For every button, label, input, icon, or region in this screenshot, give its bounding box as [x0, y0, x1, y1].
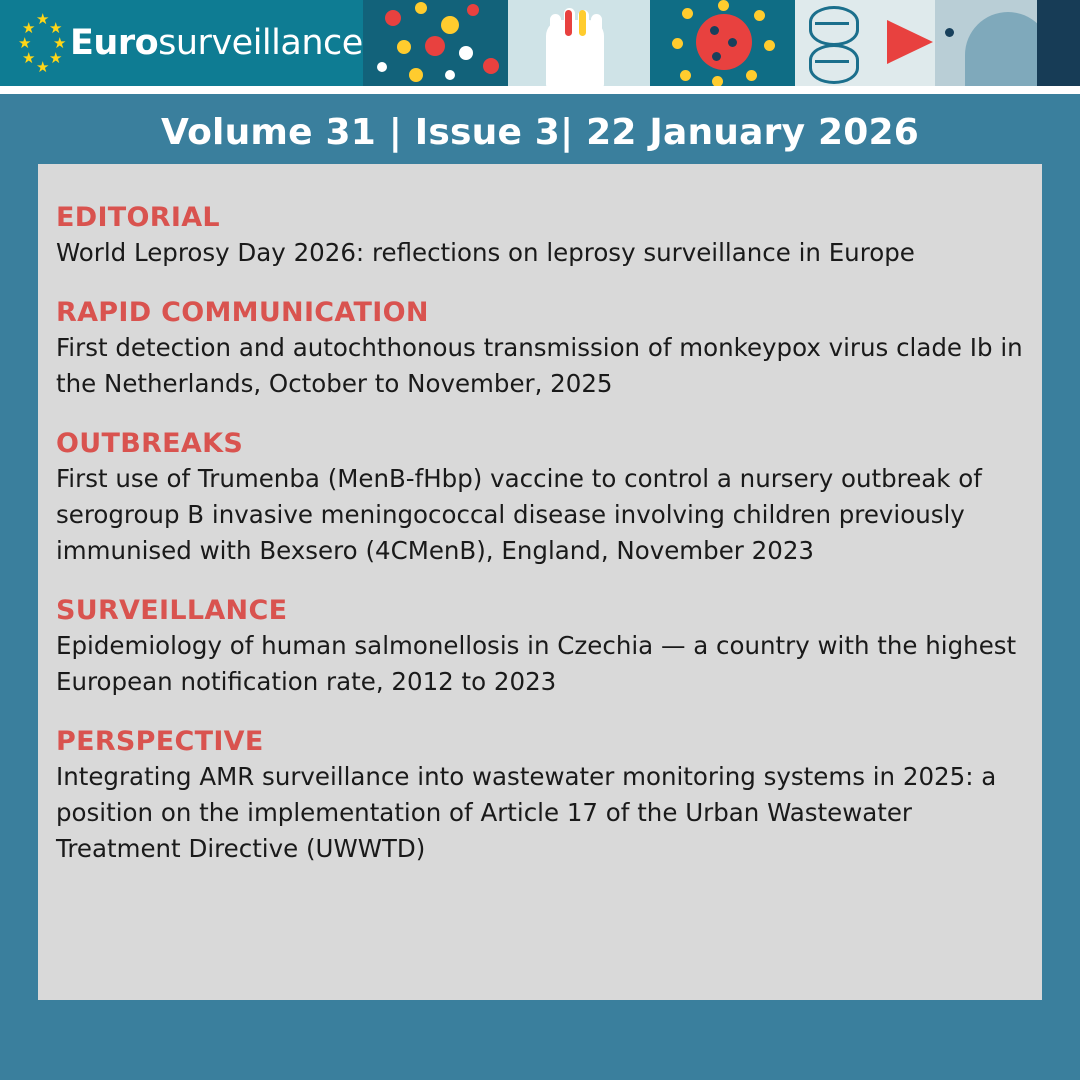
masthead-banner: [0, 0, 1080, 86]
hand-hygiene-illustration-icon: [508, 0, 650, 86]
section-article-title[interactable]: World Leprosy Day 2026: reflections on leprosy surveillance in Europe: [56, 238, 915, 267]
molecule-illustration-icon: [363, 0, 508, 86]
logo-text-bold: Euro: [70, 23, 159, 63]
section-article-title[interactable]: First use of Trumenba (MenB-fHbp) vaccine to control a nursery outbreak of serogroup B invasive meningococcal disease involving children previously immunised with Bexsero (4CMenB), England, November 2023: [56, 464, 982, 565]
section-heading: PERSPECTIVE: [56, 726, 264, 757]
head-profile-illustration-icon: [935, 0, 1080, 86]
section-article-title[interactable]: First detection and autochthonous transmission of monkeypox virus clade Ib in the Netherlands, October to November, 2025: [56, 333, 1023, 398]
section-heading: SURVEILLANCE: [56, 595, 288, 626]
section-heading: EDITORIAL: [56, 202, 220, 233]
dna-illustration-icon: [795, 0, 935, 86]
section-article-title[interactable]: Integrating AMR surveillance into wastewater monitoring systems in 2025: a position on the implementation of Article 17 of the Urban Wastewater Treatment Directive (UWWTD): [56, 762, 997, 863]
brand-logo[interactable]: [0, 0, 363, 86]
section-heading: RAPID COMMUNICATION: [56, 297, 429, 328]
table-of-contents-card: [38, 164, 1042, 1000]
section-heading: OUTBREAKS: [56, 428, 244, 459]
virus-illustration-icon: [650, 0, 795, 86]
banner-divider: [0, 86, 1080, 94]
issue-header: [0, 94, 1080, 167]
toc-section-editorial: [56, 202, 1042, 271]
eu-stars-icon: ★ ★ ★ ★ ★ ★ ★ ★: [18, 10, 67, 76]
toc-section-perspective: [56, 726, 1042, 867]
logo-text-light: surveillance: [158, 23, 363, 63]
section-article-title[interactable]: Epidemiology of human salmonellosis in Czechia — a country with the highest European notification rate, 2012 to 2023: [56, 631, 1017, 696]
banner-artwork: [363, 0, 1080, 86]
toc-section-outbreaks: [56, 428, 1042, 569]
toc-section-surveillance: [56, 595, 1042, 700]
issue-title: Volume 31 | Issue 3| 22 January 2026: [161, 112, 919, 153]
toc-section-rapid-communication: [56, 297, 1042, 402]
footer-band: [0, 1000, 1080, 1080]
